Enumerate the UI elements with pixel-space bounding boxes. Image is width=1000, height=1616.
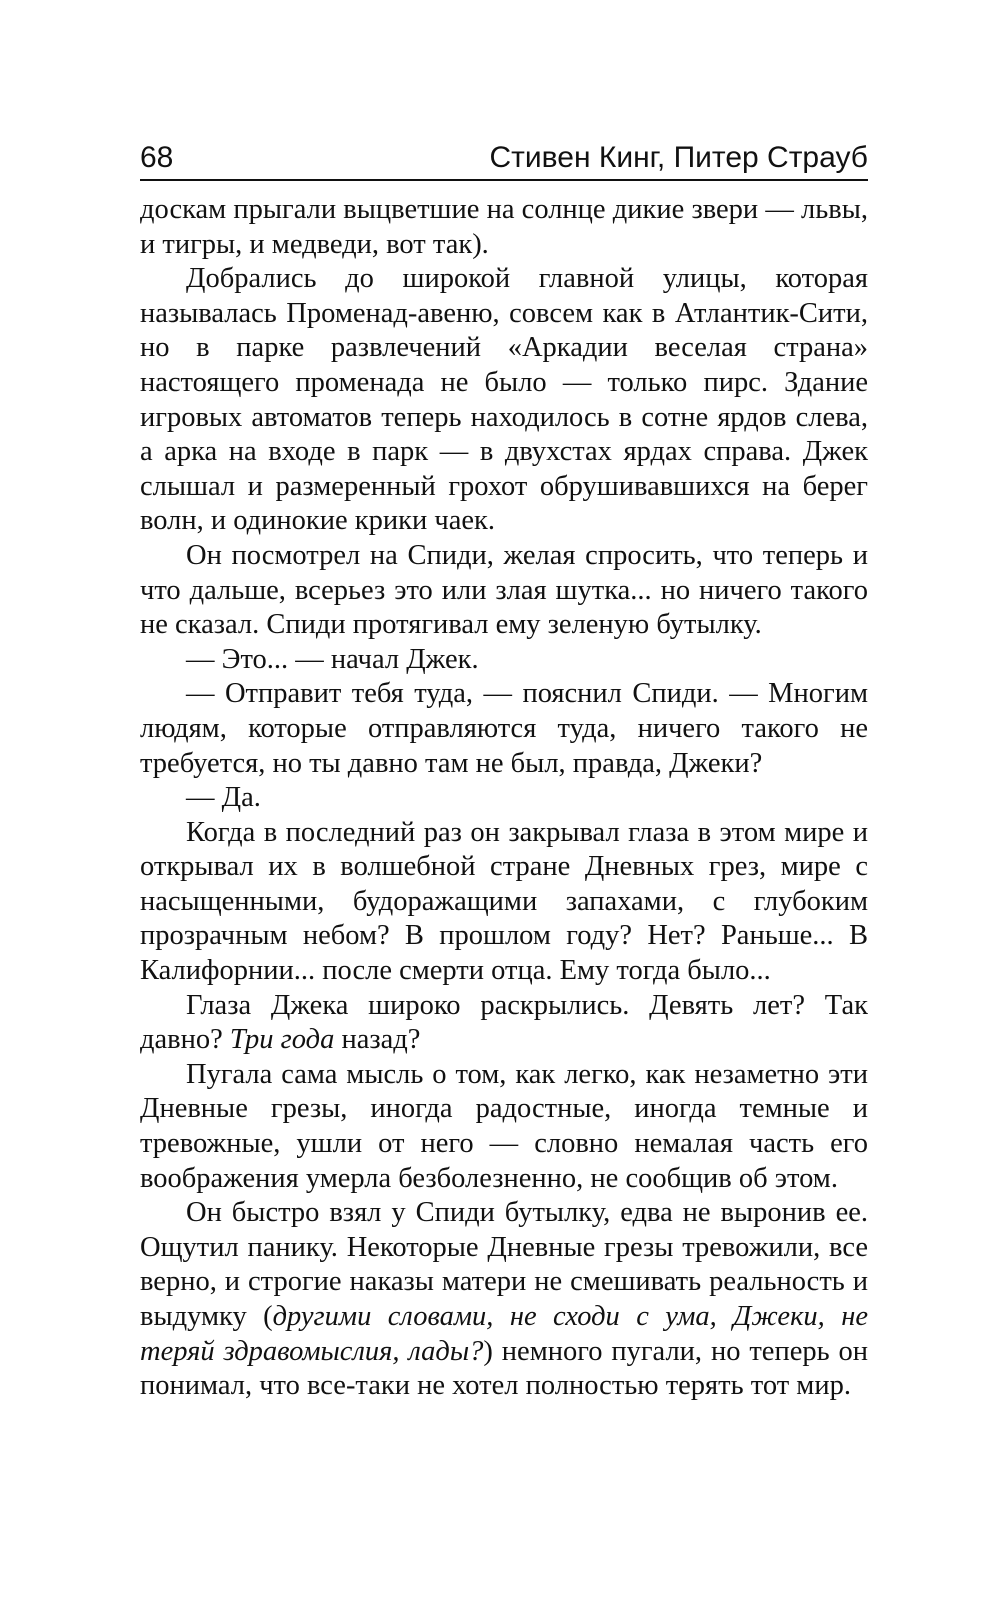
dialogue-line [140,677,868,781]
paragraph [140,816,868,989]
italic-run: другими словами, не сходи с ума, Джеки, не теряй здравомыслия, лады? [140,1301,868,1367]
italic-run: Три года [229,1024,335,1056]
paragraph [140,1196,868,1404]
text-run: доскам прыгали выцветшие на солнце дикие звери — львы, и тигры, и медведи, вот так). [140,194,868,260]
paragraph [140,989,868,1058]
text-run: Когда в последний раз он закрывал глаза в этом мире и открывал их в волшебной стране Дневных грез, мире с насыщенными, будоражащими запахами, с глубоким прозрачным небом? В прошлом году? Нет? Раньше... В Калифорнии... после смерти отца. Ему тогда было... [140,816,868,987]
text-run: назад? [334,1024,421,1056]
text-run: — Это... — начал Джек. [186,643,479,675]
text-run: Пугала сама мысль о том, как легко, как незаметно эти Дневные грезы, иногда радостные, иногда темные и тревожные, ушли от него — словно немалая часть его воображения умерла безболезненно, не сообщив об этом. [140,1058,868,1194]
page-number: 68 [140,141,174,174]
text-run: — Отправит тебя туда, — пояснил Спиди. — Многим людям, которые отправляются туда, ничего такого не требуется, но ты давно там не был, правда, Джеки? [140,678,868,779]
paragraph [140,193,868,262]
text-run: Добрались до широкой главной улицы, которая называлась Променад-авеню, совсем как в Атлантик-Сити, но в парке развлечений «Аркадии веселая страна» настоящего променада не было — только пирс. Здание игровых автоматов теперь находилось в сотне ярдов слева, а арка на входе в парк — в двухстах ярдах справа. Джек слышал и размеренный грохот обрушивавшихся на берег волн, и одинокие крики чаек. [140,263,868,537]
paragraph [140,539,868,643]
text-run: Глаза Джека широко раскрылись. Девять лет? Так давно? [140,989,868,1056]
text-run: — Да. [186,782,261,814]
text-run: Он быстро взял у Спиди бутылку, едва не выронив ее. Ощутил панику. Некоторые Дневные грезы тревожили, все верно, и строгие наказы матери не смешивать реальность и выдумку ( [140,1197,868,1332]
paragraph [140,262,868,539]
dialogue-line [140,643,868,678]
body-text [140,193,868,1404]
book-page [140,140,868,1404]
paragraph [140,1058,868,1196]
running-head [140,140,868,181]
text-run: ) немного пугали, но теперь он понимал, что все-таки не хотел полностью терять тот мир. [140,1335,869,1402]
text-run: Он посмотрел на Спиди, желая спросить, что теперь и что дальше, всерьез это или злая шутка... но ничего такого не сказал. Спиди протягивал ему зеленую бутылку. [140,539,868,641]
running-title: Стивен Кинг, Питер Страуб [489,141,868,174]
dialogue-line [140,781,868,816]
